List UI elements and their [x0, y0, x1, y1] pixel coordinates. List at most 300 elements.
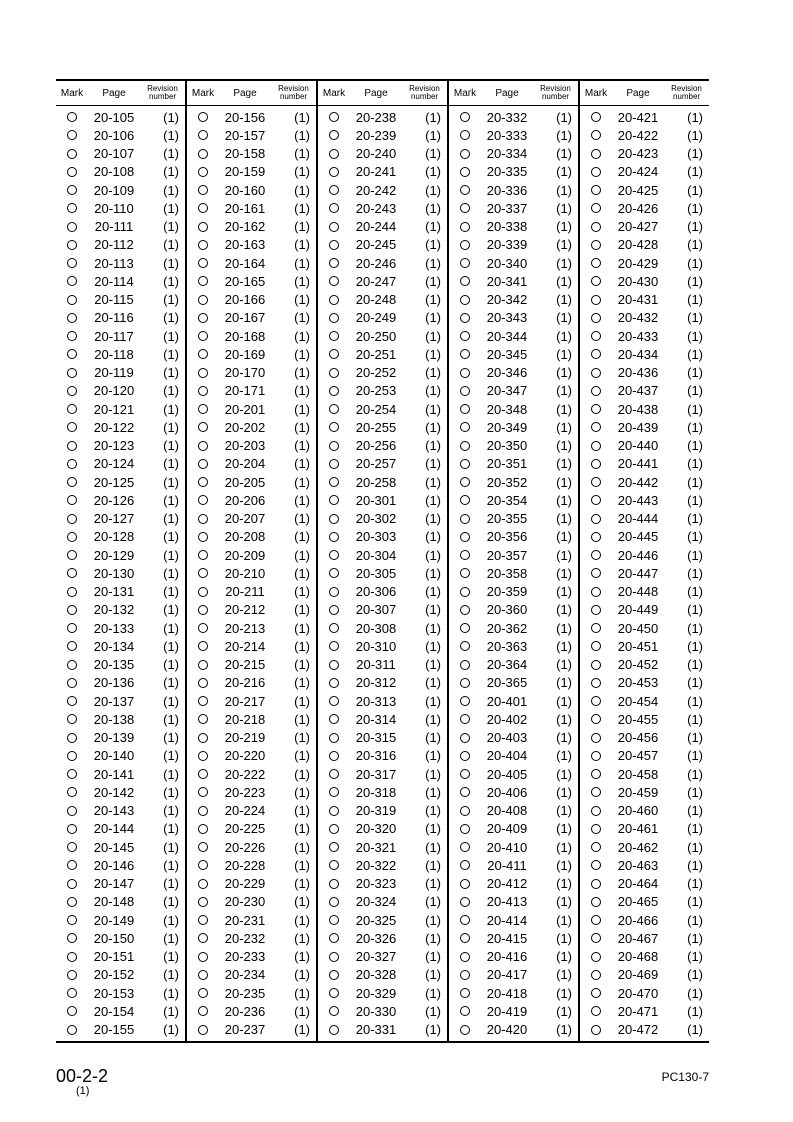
table-row [318, 546, 447, 564]
mark-cell [187, 860, 219, 870]
circle-icon [460, 842, 470, 852]
circle-icon [67, 751, 77, 761]
mark-cell [187, 368, 219, 378]
page-cell: 20-315 [355, 730, 397, 746]
circle-icon [591, 532, 601, 542]
mark-cell [187, 422, 219, 432]
circle-icon [198, 422, 208, 432]
circle-icon [460, 203, 470, 213]
page-cell: 20-109 [93, 182, 135, 198]
revision-cell: (1) [163, 1003, 179, 1019]
page-cell: 20-333 [486, 127, 528, 143]
mark-cell [187, 897, 219, 907]
revision-cell: (1) [425, 383, 441, 399]
mark-cell [187, 605, 219, 615]
page-cell: 20-312 [355, 675, 397, 691]
circle-icon [329, 842, 339, 852]
page-cell: 20-231 [224, 912, 266, 928]
table-row [187, 400, 316, 418]
revision-cell: (1) [556, 237, 572, 253]
mark-cell [449, 258, 481, 268]
mark-cell [318, 349, 350, 359]
page-cell: 20-143 [93, 803, 135, 819]
revision-cell: (1) [425, 547, 441, 563]
mark-cell [580, 240, 612, 250]
revision-cell: (1) [294, 328, 310, 344]
circle-icon [67, 313, 77, 323]
circle-icon [329, 149, 339, 159]
table-row [449, 455, 578, 473]
page-cell: 20-166 [224, 292, 266, 308]
circle-icon [591, 258, 601, 268]
revision-cell: (1) [556, 930, 572, 946]
circle-icon [460, 258, 470, 268]
circle-icon [67, 988, 77, 998]
revision-cell: (1) [425, 365, 441, 381]
mark-cell [580, 806, 612, 816]
revision-cell: (1) [556, 383, 572, 399]
mark-cell [580, 605, 612, 615]
page-cell: 20-246 [355, 255, 397, 271]
mark-cell [449, 842, 481, 852]
header-mark: Mark [584, 87, 608, 99]
table-row [318, 820, 447, 838]
mark-cell [318, 787, 350, 797]
revision-cell: (1) [425, 474, 441, 490]
mark-cell [56, 276, 88, 286]
revision-cell: (1) [425, 985, 441, 1001]
revision-cell: (1) [163, 419, 179, 435]
page-cell: 20-413 [486, 894, 528, 910]
page-cell: 20-444 [617, 511, 659, 527]
circle-icon [67, 240, 77, 250]
revision-cell: (1) [163, 109, 179, 125]
table-row [580, 1021, 709, 1039]
page-cell: 20-148 [93, 894, 135, 910]
mark-cell [187, 459, 219, 469]
mark-cell [449, 349, 481, 359]
table-row [318, 619, 447, 637]
circle-icon [198, 806, 208, 816]
mark-cell [449, 988, 481, 998]
page-cell: 20-155 [93, 1022, 135, 1038]
circle-icon [198, 112, 208, 122]
table-row [580, 875, 709, 893]
header-revision-line2: number [672, 92, 701, 101]
circle-icon [591, 459, 601, 469]
table-row [449, 309, 578, 327]
table-row [449, 729, 578, 747]
mark-cell [580, 641, 612, 651]
page-cell: 20-464 [617, 876, 659, 892]
revision-cell: (1) [687, 565, 703, 581]
page-cell: 20-459 [617, 784, 659, 800]
table-row [56, 729, 185, 747]
circle-icon [198, 295, 208, 305]
page-cell: 20-412 [486, 876, 528, 892]
revision-cell: (1) [687, 438, 703, 454]
mark-cell [318, 331, 350, 341]
mark-cell [187, 879, 219, 889]
circle-icon [329, 952, 339, 962]
page-cell: 20-169 [224, 346, 266, 362]
header-revision-line1: Revision [540, 84, 571, 93]
mark-cell [56, 441, 88, 451]
table-row [580, 163, 709, 181]
mark-cell [580, 495, 612, 505]
page-cell: 20-442 [617, 474, 659, 490]
revision-cell: (1) [425, 803, 441, 819]
revision-cell: (1) [556, 565, 572, 581]
table-row [449, 400, 578, 418]
circle-icon [591, 587, 601, 597]
table-row [187, 546, 316, 564]
page-cell: 20-113 [94, 255, 134, 271]
table-row [318, 309, 447, 327]
mark-cell [318, 222, 350, 232]
page-cell: 20-307 [355, 602, 397, 618]
revision-cell: (1) [425, 602, 441, 618]
circle-icon [198, 167, 208, 177]
revision-cell: (1) [556, 693, 572, 709]
mark-cell [187, 733, 219, 743]
mark-cell [318, 879, 350, 889]
page-cell: 20-108 [93, 164, 135, 180]
circle-icon [198, 641, 208, 651]
mark-cell [318, 386, 350, 396]
page-cell: 20-226 [224, 839, 266, 855]
circle-icon [591, 806, 601, 816]
mark-cell [449, 532, 481, 542]
revision-cell: (1) [425, 857, 441, 873]
mark-cell [56, 386, 88, 396]
mark-cell [449, 915, 481, 925]
revision-cell: (1) [163, 474, 179, 490]
revision-cell: (1) [294, 602, 310, 618]
page-cell: 20-214 [224, 638, 266, 654]
page-cell: 20-141 [93, 766, 135, 782]
revision-cell: (1) [294, 365, 310, 381]
table-row [449, 546, 578, 564]
mark-cell [318, 714, 350, 724]
mark-cell [580, 696, 612, 706]
revision-cell: (1) [163, 164, 179, 180]
table-row [56, 820, 185, 838]
table-row [318, 911, 447, 929]
circle-icon [67, 623, 77, 633]
page-cell: 20-238 [355, 109, 397, 125]
mark-cell [580, 441, 612, 451]
revision-cell: (1) [425, 839, 441, 855]
mark-cell [580, 970, 612, 980]
mark-cell [449, 952, 481, 962]
circle-icon [67, 295, 77, 305]
table-row [187, 710, 316, 728]
circle-icon [591, 368, 601, 378]
revision-cell: (1) [556, 857, 572, 873]
circle-icon [67, 514, 77, 524]
page-cell: 20-171 [224, 383, 266, 399]
mark-cell [318, 1006, 350, 1016]
table-row [187, 473, 316, 491]
table-row [318, 802, 447, 820]
circle-icon [329, 258, 339, 268]
circle-icon [329, 769, 339, 779]
table-row [449, 820, 578, 838]
page-cell: 20-253 [355, 383, 397, 399]
page-cell: 20-439 [617, 419, 659, 435]
table-row [56, 948, 185, 966]
revision-cell: (1) [556, 949, 572, 965]
revision-cell: (1) [294, 219, 310, 235]
revision-cell: (1) [687, 219, 703, 235]
page-cell: 20-208 [224, 529, 266, 545]
mark-cell [449, 733, 481, 743]
mark-cell [580, 769, 612, 779]
circle-icon [329, 988, 339, 998]
revision-cell: (1) [556, 985, 572, 1001]
circle-icon [591, 568, 601, 578]
table-row [56, 656, 185, 674]
revision-cell: (1) [163, 657, 179, 673]
mark-cell [187, 587, 219, 597]
revision-cell: (1) [687, 711, 703, 727]
table-row [187, 510, 316, 528]
revision-cell: (1) [294, 1003, 310, 1019]
mark-cell [318, 952, 350, 962]
revision-cell: (1) [294, 748, 310, 764]
page-cell: 20-360 [486, 602, 528, 618]
circle-icon [591, 751, 601, 761]
circle-icon [67, 258, 77, 268]
circle-icon [460, 1025, 470, 1035]
table-row [56, 473, 185, 491]
page-cell: 20-163 [224, 237, 266, 253]
table-row [318, 218, 447, 236]
page-cell: 20-211 [225, 584, 265, 600]
page-cell: 20-303 [355, 529, 397, 545]
revision-cell: (1) [425, 711, 441, 727]
circle-icon [591, 660, 601, 670]
mark-cell [318, 806, 350, 816]
mark-cell [449, 222, 481, 232]
table-row [187, 218, 316, 236]
page-cell: 20-405 [486, 766, 528, 782]
revision-cell: (1) [556, 894, 572, 910]
page-cell: 20-363 [486, 638, 528, 654]
revision-cell: (1) [163, 255, 179, 271]
page-cell: 20-229 [224, 876, 266, 892]
mark-cell [580, 879, 612, 889]
table-row [318, 126, 447, 144]
mark-cell [318, 459, 350, 469]
revision-cell: (1) [425, 146, 441, 162]
page-cell: 20-340 [486, 255, 528, 271]
page-cell: 20-304 [355, 547, 397, 563]
table-row [187, 692, 316, 710]
page-cell: 20-441 [617, 456, 659, 472]
circle-icon [460, 751, 470, 761]
page-cell: 20-329 [355, 985, 397, 1001]
circle-icon [198, 733, 208, 743]
page-cell: 20-325 [355, 912, 397, 928]
mark-cell [580, 733, 612, 743]
mark-cell [580, 751, 612, 761]
table-row [449, 199, 578, 217]
circle-icon [67, 441, 77, 451]
revision-cell: (1) [556, 1003, 572, 1019]
mark-cell [187, 222, 219, 232]
table-row [580, 838, 709, 856]
revision-cell: (1) [163, 711, 179, 727]
page-cell: 20-415 [486, 930, 528, 946]
mark-cell [56, 258, 88, 268]
revision-cell: (1) [556, 711, 572, 727]
page-cell: 20-119 [94, 365, 134, 381]
revision-cell: (1) [425, 784, 441, 800]
table-row [449, 345, 578, 363]
revision-cell: (1) [163, 930, 179, 946]
table-row [187, 364, 316, 382]
table-row [449, 473, 578, 491]
table-row [449, 291, 578, 309]
circle-icon [67, 149, 77, 159]
revision-cell: (1) [163, 967, 179, 983]
revision-cell: (1) [556, 511, 572, 527]
mark-cell [580, 422, 612, 432]
header-revision-line1: Revision [147, 84, 178, 93]
mark-cell [56, 495, 88, 505]
table-row [449, 126, 578, 144]
table-row [318, 1021, 447, 1039]
page-cell: 20-216 [224, 675, 266, 691]
revision-cell: (1) [687, 766, 703, 782]
table-body [56, 106, 185, 1041]
page-cell: 20-330 [355, 1003, 397, 1019]
table-row [56, 327, 185, 345]
circle-icon [591, 222, 601, 232]
revision-cell: (1) [687, 638, 703, 654]
page-cell: 20-213 [224, 620, 266, 636]
circle-icon [460, 1006, 470, 1016]
circle-icon [329, 441, 339, 451]
table-row [449, 710, 578, 728]
circle-icon [460, 952, 470, 962]
mark-cell [580, 459, 612, 469]
mark-cell [187, 769, 219, 779]
mark-cell [318, 696, 350, 706]
revision-cell: (1) [294, 857, 310, 873]
table-row [580, 126, 709, 144]
revision-cell: (1) [163, 182, 179, 198]
mark-cell [318, 842, 350, 852]
circle-icon [329, 368, 339, 378]
mark-cell [318, 532, 350, 542]
page-cell: 20-219 [224, 730, 266, 746]
mark-cell [56, 751, 88, 761]
circle-icon [67, 568, 77, 578]
page-cell: 20-451 [617, 638, 659, 654]
circle-icon [329, 660, 339, 670]
circle-icon [329, 532, 339, 542]
table-row [56, 929, 185, 947]
revision-cell: (1) [425, 657, 441, 673]
circle-icon [198, 514, 208, 524]
circle-icon [591, 514, 601, 524]
page-cell: 20-117 [94, 328, 134, 344]
circle-icon [67, 714, 77, 724]
revision-cell: (1) [294, 584, 310, 600]
table-row [318, 437, 447, 455]
page-cell: 20-466 [617, 912, 659, 928]
mark-cell [187, 641, 219, 651]
table-row [580, 418, 709, 436]
circle-icon [591, 769, 601, 779]
table-row [580, 254, 709, 272]
table-row [318, 528, 447, 546]
mark-cell [56, 514, 88, 524]
revision-cell: (1) [294, 620, 310, 636]
mark-cell [449, 441, 481, 451]
page-cell: 20-236 [224, 1003, 266, 1019]
circle-icon [329, 1006, 339, 1016]
table-row [187, 729, 316, 747]
page-cell: 20-308 [355, 620, 397, 636]
page-cell: 20-142 [93, 784, 135, 800]
revision-cell: (1) [556, 255, 572, 271]
circle-icon [591, 349, 601, 359]
revision-cell: (1) [425, 273, 441, 289]
revision-cell: (1) [556, 766, 572, 782]
page-cell: 20-356 [486, 529, 528, 545]
page-cell: 20-251 [355, 346, 397, 362]
circle-icon [329, 313, 339, 323]
table-row [318, 674, 447, 692]
mark-cell [187, 623, 219, 633]
table-row [580, 491, 709, 509]
revision-cell: (1) [687, 894, 703, 910]
revision-cell: (1) [294, 1022, 310, 1038]
circle-icon [591, 185, 601, 195]
page-cell: 20-326 [355, 930, 397, 946]
page-cell: 20-255 [355, 419, 397, 435]
table-row [318, 108, 447, 126]
page-cell: 20-419 [486, 1003, 528, 1019]
page-cell: 20-324 [355, 894, 397, 910]
circle-icon [460, 769, 470, 779]
circle-icon [67, 933, 77, 943]
table-row [318, 1002, 447, 1020]
circle-icon [591, 605, 601, 615]
revision-cell: (1) [425, 730, 441, 746]
page-cell: 20-133 [93, 620, 135, 636]
mark-cell [449, 404, 481, 414]
revision-cell: (1) [556, 784, 572, 800]
revision-cell: (1) [294, 784, 310, 800]
page-cell: 20-201 [224, 401, 266, 417]
table-row [580, 601, 709, 619]
revision-cell: (1) [556, 529, 572, 545]
circle-icon [67, 550, 77, 560]
table-row [187, 564, 316, 582]
table-row [187, 838, 316, 856]
table-row [56, 437, 185, 455]
circle-icon [460, 970, 470, 980]
table-row [580, 272, 709, 290]
revision-cell: (1) [556, 419, 572, 435]
page-cell: 20-128 [93, 529, 135, 545]
table-row [580, 710, 709, 728]
